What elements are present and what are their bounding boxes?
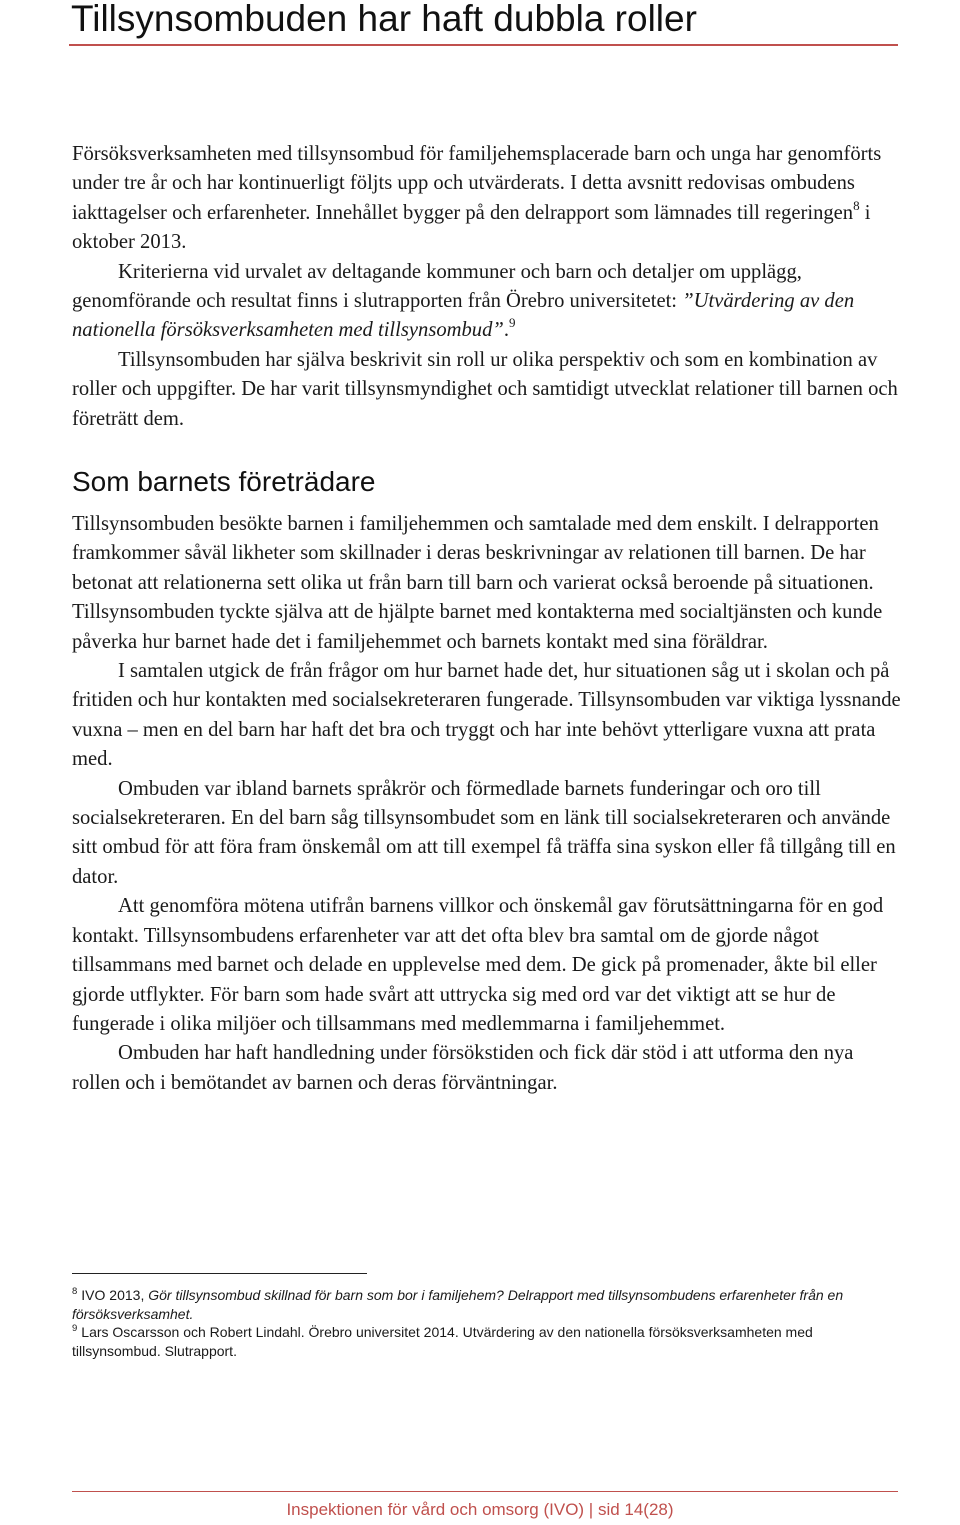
section-paragraph-5: Ombuden har haft handledning under försökstiden och fick där stöd i att utforma den nya rollen och i bemötandet av barnen och deras förväntningar. [72,1042,854,1094]
footer-rule [72,1491,898,1492]
intro-paragraph-3: Tillsynsombuden har själva beskrivit sin roll ur olika perspektiv och som en kombination av roller och uppgifter. De har varit tillsynsmyndighet och samtidigt utvecklat relationer till barnen och företrätt dem. [72,348,898,430]
footnote-8-number: 8 [72,1286,78,1297]
section-heading: Som barnets företrädare [72,466,376,497]
section-paragraph-2: I samtalen utgick de från frågor om hur barnet hade det, hur situationen såg ut i skolan och på fritiden och hur kontakten med socialsekreteraren fungerade. Tillsynsombuden var viktiga lyssnande vuxna – men en del barn har haft det bra och tryggt och har inte behövt ytterligare vuxna att prata med. [72,660,901,771]
intro-paragraph-1 [72,140,902,258]
section-paragraph-3: Ombuden var ibland barnets språkrör och förmedlade barnets funderingar och oro till socialsekreteraren. En del barn såg tillsynsombudet som en länk till socialsekreteraren och använde sitt ombud för att föra fram önskemål om att till exempel få träffa sina syskon eller få tillgång till en dator. [72,777,896,888]
page-title: Tillsynsombuden har haft dubbla roller [71,0,697,39]
section-paragraph-1: Tillsynsombuden besökte barnen i familjehemmen och samtalade med dem enskilt. I delrapporten framkommer såväl likheter som skillnader i deras beskrivningar av relationen till barnen. De har betonat att relationerna sett olika ut från barn till barn och varierat också beroende på situationen. Tillsynsombuden tyckte själva att de hjälpte barnet med kontakterna med socialtjänsten och kunde påverka hur barnet hade det i familjehemmet och barnets kontakt med sina föräldrar. [72,513,883,653]
footnote-9-number: 9 [72,1323,78,1334]
footnote-8-prefix: IVO 2013, [81,1287,149,1303]
footnote-8 [72,1286,902,1323]
footnote-separator [72,1273,367,1274]
footnote-9-text: Lars Oscarsson och Robert Lindahl. Örebro universitet 2014. Utvärdering av den nationella försöksverksamheten med tillsynsombud. Slutrapport. [72,1324,813,1359]
intro-p2-period: . [503,319,510,342]
intro-p1-text: Försöksverksamheten med tillsynsombud för familjehemsplacerade barn och unga har genomförts under tre år och har kontinuerligt följts upp och utvärderats. I detta avsnitt redovisas ombudens iakttagelser och erfarenheter. Innehållet bygger på den delrapport som lämnades till regeringen [72,143,882,224]
intro-paragraph-2 [72,258,902,346]
intro-section [72,140,902,434]
report-title: ”Utvärdering av den nationella försöksverksamheten med tillsynsombud” [72,290,855,342]
footnote-ref-9[interactable]: 9 [509,315,516,331]
footnote-8-title: Gör tillsynsombud skillnad för barn som bor i familjehem? Delrapport med tillsynsombudens erfarenheter från en försöksverksamhet. [72,1287,844,1322]
footnote-9 [72,1323,902,1360]
page-footer: Inspektionen för vård och omsorg (IVO) | sid 14(28) [286,1500,674,1519]
section-paragraph-4: Att genomföra mötena utifrån barnens villkor och önskemål gav förutsättningarna för en god kontakt. Tillsynsombudens erfarenheter var att det ofta blev bra samtal om de gjorde något tillsammans med barnet och delade en upplevelse med dem. De gick på promenader, åkte bil eller gjorde utflykter. För barn som hade svårt att uttrycka sig med ord var det viktigt att se hur de fungerade i olika miljöer och tillsammans med medlemmarna i familjehemmet. [72,895,884,1035]
intro-p1-tail: i oktober 2013. [72,201,871,254]
footnote-ref-8[interactable]: 8 [853,197,860,213]
intro-p2-text: Kriterierna vid urvalet av deltagande kommuner och barn och detaljer om upplägg, genomförande och resultat finns i slutrapporten från Örebro universitetet: [72,260,802,313]
footnotes [72,1286,902,1360]
title-underline [69,44,898,46]
section-body [72,510,902,1098]
